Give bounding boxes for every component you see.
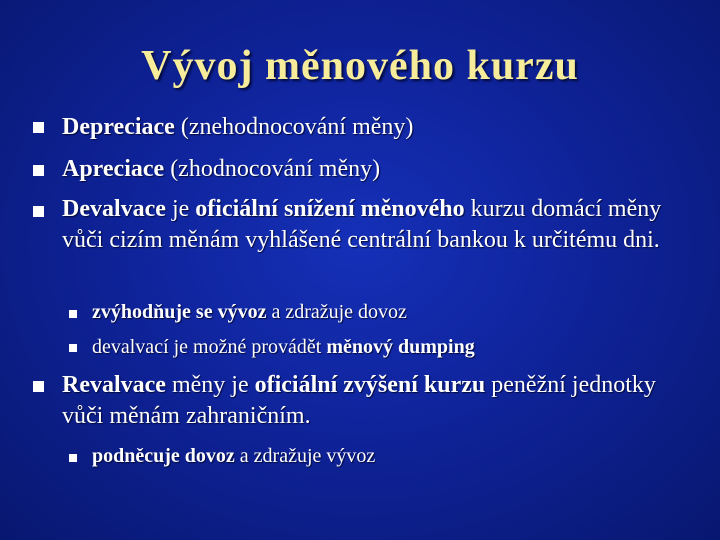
sub-item-revalvace-1 bbox=[92, 443, 692, 469]
revalvace-definition: oficiální zvýšení kurzu bbox=[254, 372, 486, 398]
list-item-depreciace bbox=[62, 112, 692, 143]
sub-bullet-marker bbox=[69, 310, 77, 318]
sub-item-strong: zvýhodňuje se vývoz bbox=[92, 301, 267, 323]
revalvace-connector: měny je bbox=[165, 372, 255, 398]
term-devalvace: Devalvace bbox=[62, 196, 166, 222]
bullet-marker bbox=[33, 381, 44, 392]
devalvace-definition: oficiální snížení měnového bbox=[195, 196, 465, 222]
sub-item-strong: měnový dumping bbox=[326, 336, 475, 358]
list-item-apreciace bbox=[62, 154, 692, 185]
list-item-devalvace bbox=[62, 194, 692, 256]
list-item-revalvace bbox=[62, 370, 692, 432]
sub-item-strong: podněcuje dovoz bbox=[92, 445, 235, 467]
sub-item-devalvace-1 bbox=[92, 299, 692, 325]
bullet-marker bbox=[33, 122, 44, 133]
term-depreciace: Depreciace bbox=[62, 114, 175, 140]
term-depreciace-desc: (znehodnocování měny) bbox=[174, 114, 414, 140]
devalvace-connector: je bbox=[165, 196, 196, 222]
sub-item-text: devalvací je možné provádět bbox=[92, 336, 327, 358]
sub-item-devalvace-2 bbox=[92, 334, 692, 360]
slide-title: Vývoj měnového kurzu bbox=[141, 43, 579, 89]
revalvace-rest: peněžní jednotky vůči měnám zahraničním. bbox=[62, 372, 656, 429]
bullet-marker bbox=[33, 165, 44, 176]
bullet-marker bbox=[33, 206, 44, 217]
sub-bullet-marker bbox=[69, 454, 77, 462]
sub-item-text: a zdražuje vývoz bbox=[234, 445, 376, 467]
term-apreciace-desc: (zhodnocování měny) bbox=[164, 156, 381, 182]
term-apreciace: Apreciace bbox=[62, 156, 165, 182]
sub-item-text: a zdražuje dovoz bbox=[266, 301, 407, 323]
devalvace-rest: kurzu domácí měny vůči cizím měnám vyhlášené centrální bankou k určitému dni. bbox=[62, 196, 662, 253]
sub-bullet-marker bbox=[69, 344, 77, 352]
term-revalvace: Revalvace bbox=[62, 372, 166, 398]
